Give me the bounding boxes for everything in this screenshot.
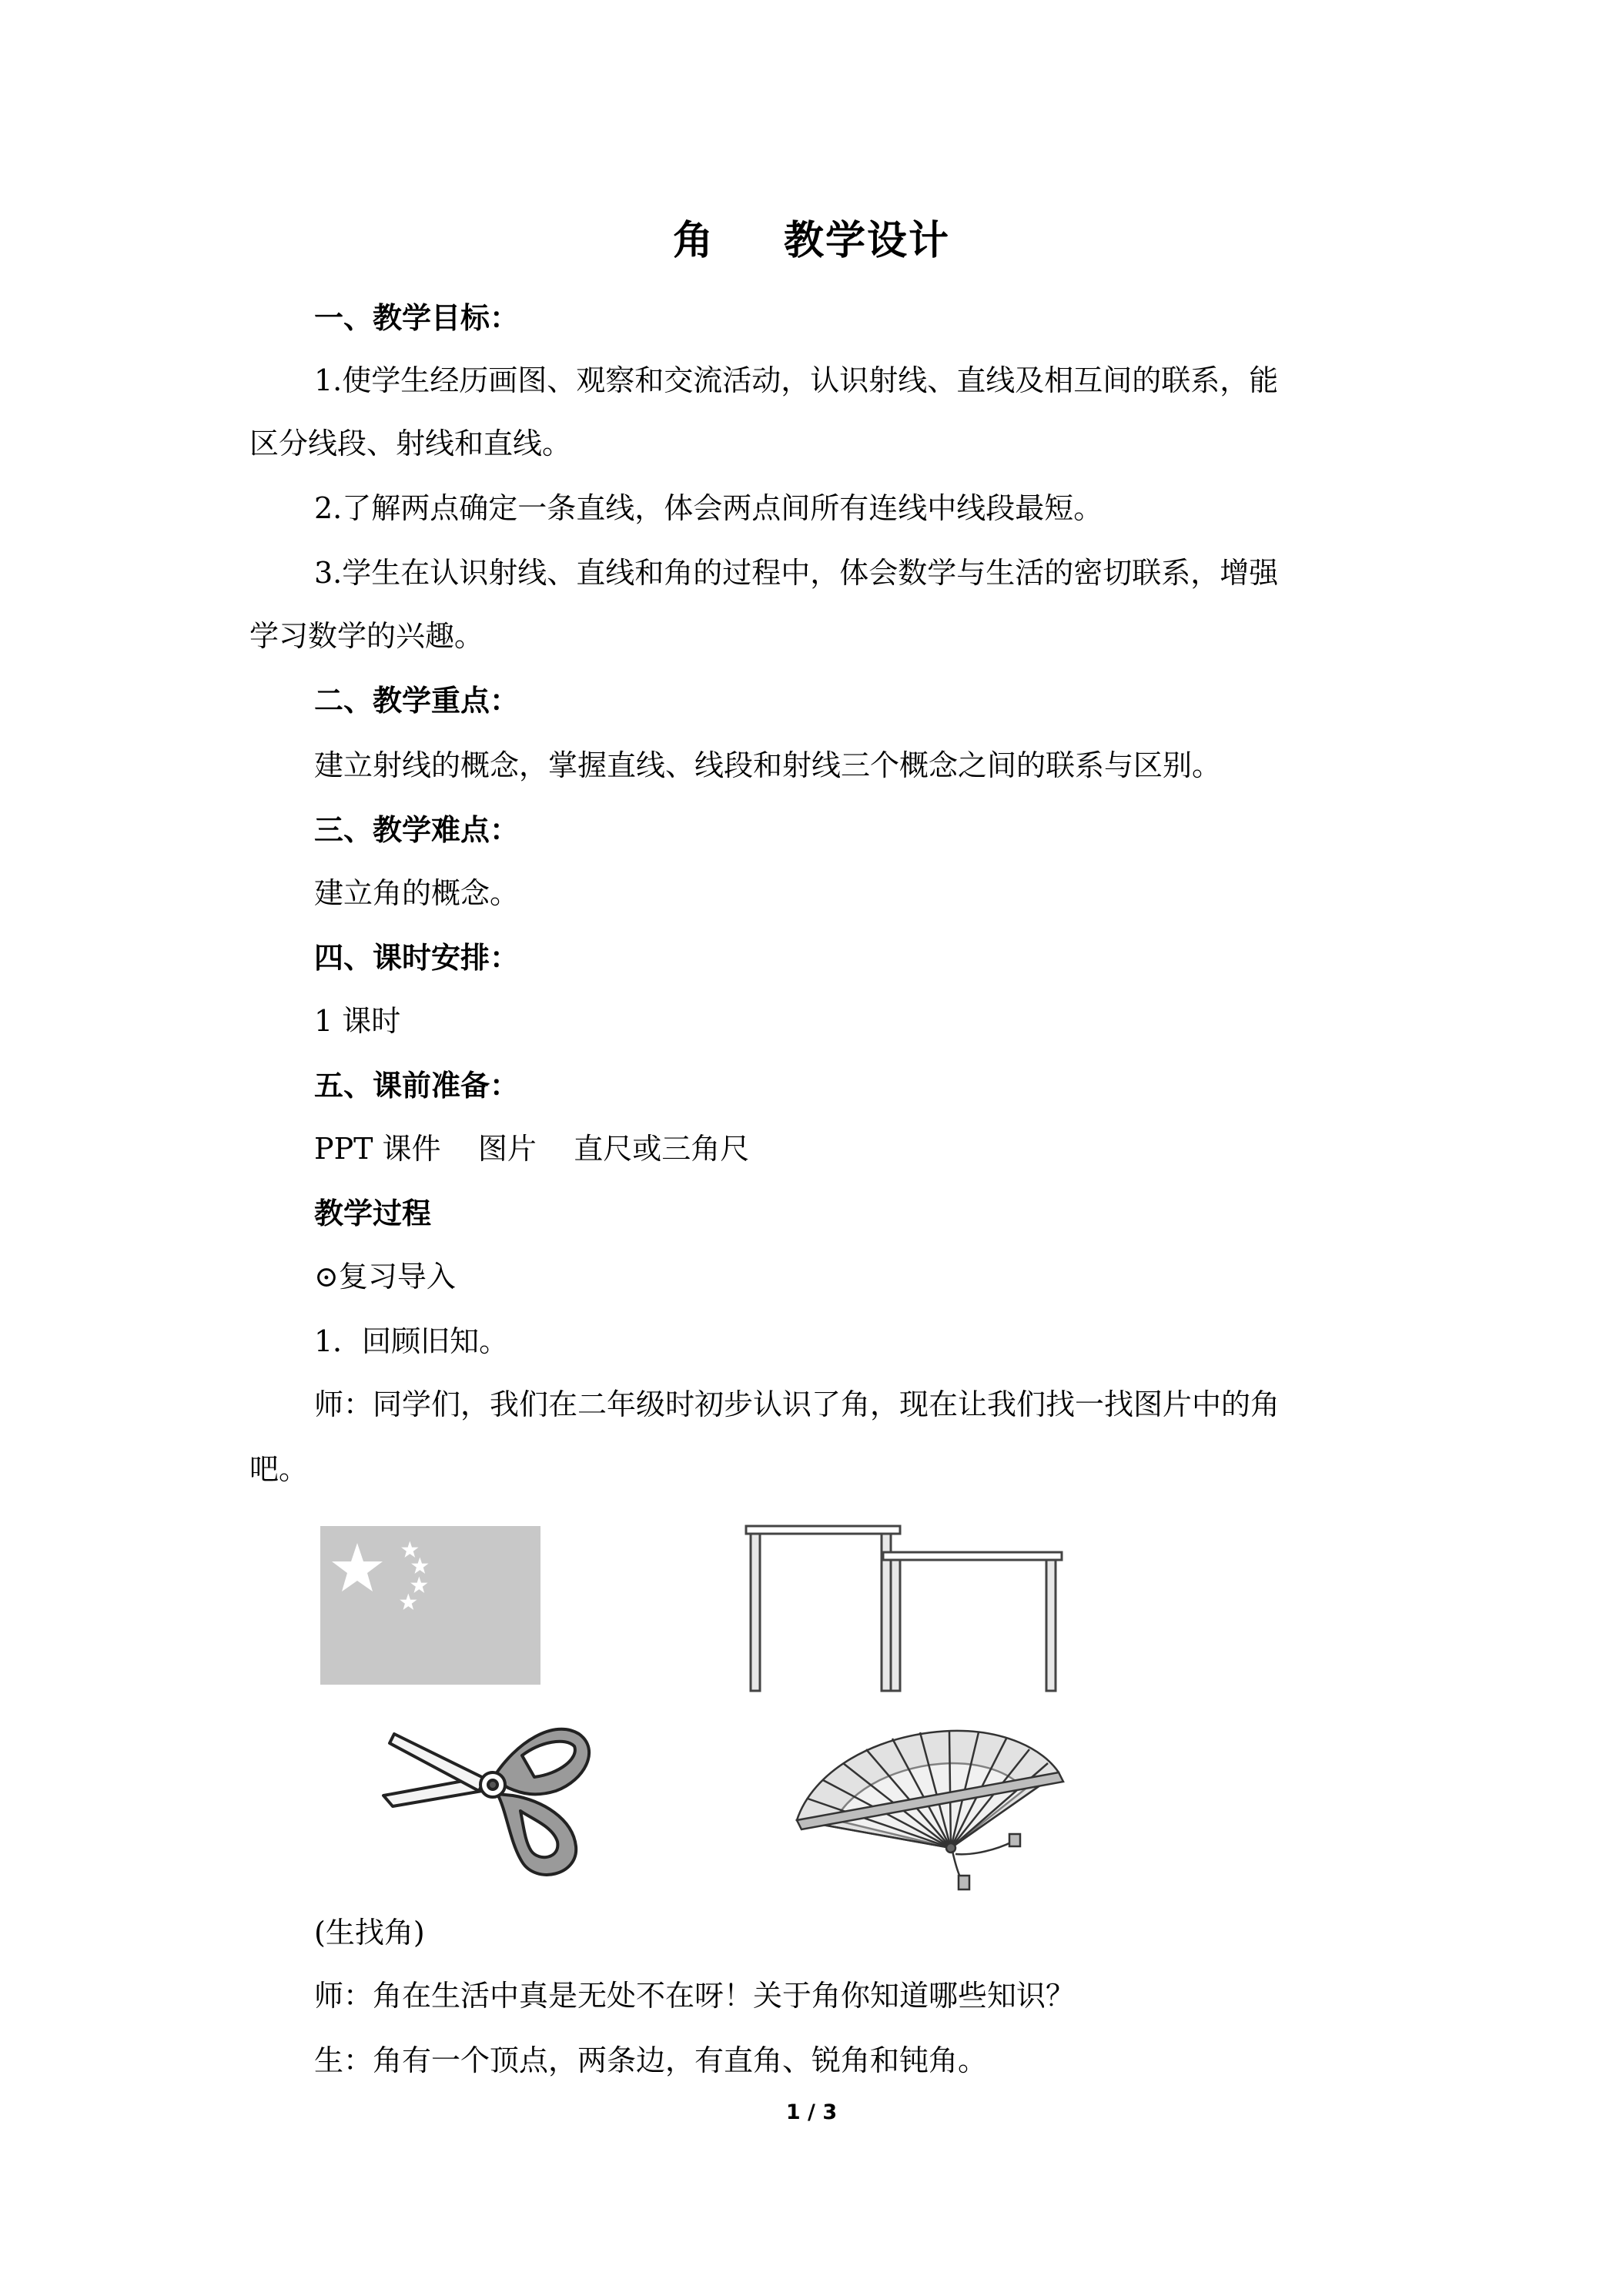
title-main: 角 xyxy=(672,217,714,264)
objective-1-line-2: 区分线段、射线和直线。 xyxy=(249,427,572,460)
process-heading: 教学过程 xyxy=(314,1196,432,1230)
objective-3-line-1: 3.学生在认识射线、直线和角的过程中，体会数学与生活的密切联系，增强 xyxy=(314,556,1279,590)
scissors-icon xyxy=(377,1711,624,1888)
page-number: 1 / 3 xyxy=(785,2100,838,2124)
key-points-text: 建立射线的概念，掌握直线、线段和射线三个概念之间的联系与区别。 xyxy=(314,748,1222,782)
objective-1-line-1: 1.使学生经历画图、观察和交流活动，认识射线、直线及相互间的联系，能 xyxy=(314,363,1279,397)
section-heading-objectives: 一、教学目标： xyxy=(314,300,520,335)
horizontal-bars-icon xyxy=(743,1515,1066,1697)
flag-icon xyxy=(320,1526,540,1685)
students-find-angles: (生找角) xyxy=(314,1916,425,1950)
objective-3-line-2: 学习数学的兴趣。 xyxy=(249,619,484,653)
section-heading-preparation: 五、课前准备： xyxy=(314,1068,520,1103)
folding-fan-icon xyxy=(781,1719,1068,1893)
review-step-1: 1．回顾旧知。 xyxy=(314,1324,509,1358)
preparation-text: PPT 课件 图片 直尺或三角尺 xyxy=(314,1132,750,1166)
schedule-text: 1 课时 xyxy=(314,1004,401,1038)
teacher-line-1: 师：同学们，我们在二年级时初步认识了角，现在让我们找一找图片中的角 xyxy=(314,1387,1280,1421)
teacher-question: 师：角在生活中真是无处不在呀！关于角你知道哪些知识？ xyxy=(314,1979,1076,2013)
difficulties-text: 建立角的概念。 xyxy=(314,876,520,910)
student-answer: 生：角有一个顶点，两条边，有直角、锐角和钝角。 xyxy=(314,2043,988,2077)
section-heading-key-points: 二、教学重点： xyxy=(314,683,520,718)
teacher-line-2: 吧。 xyxy=(249,1452,309,1486)
section-heading-difficulties: 三、教学难点： xyxy=(314,812,520,847)
review-heading: ⊙复习导入 xyxy=(314,1260,456,1294)
objective-2: 2.了解两点确定一条直线，体会两点间所有连线中线段最短。 xyxy=(314,491,1103,525)
title-sub: 教学设计 xyxy=(784,217,951,264)
section-heading-schedule: 四、课时安排： xyxy=(314,940,520,975)
page-title xyxy=(0,208,1623,266)
